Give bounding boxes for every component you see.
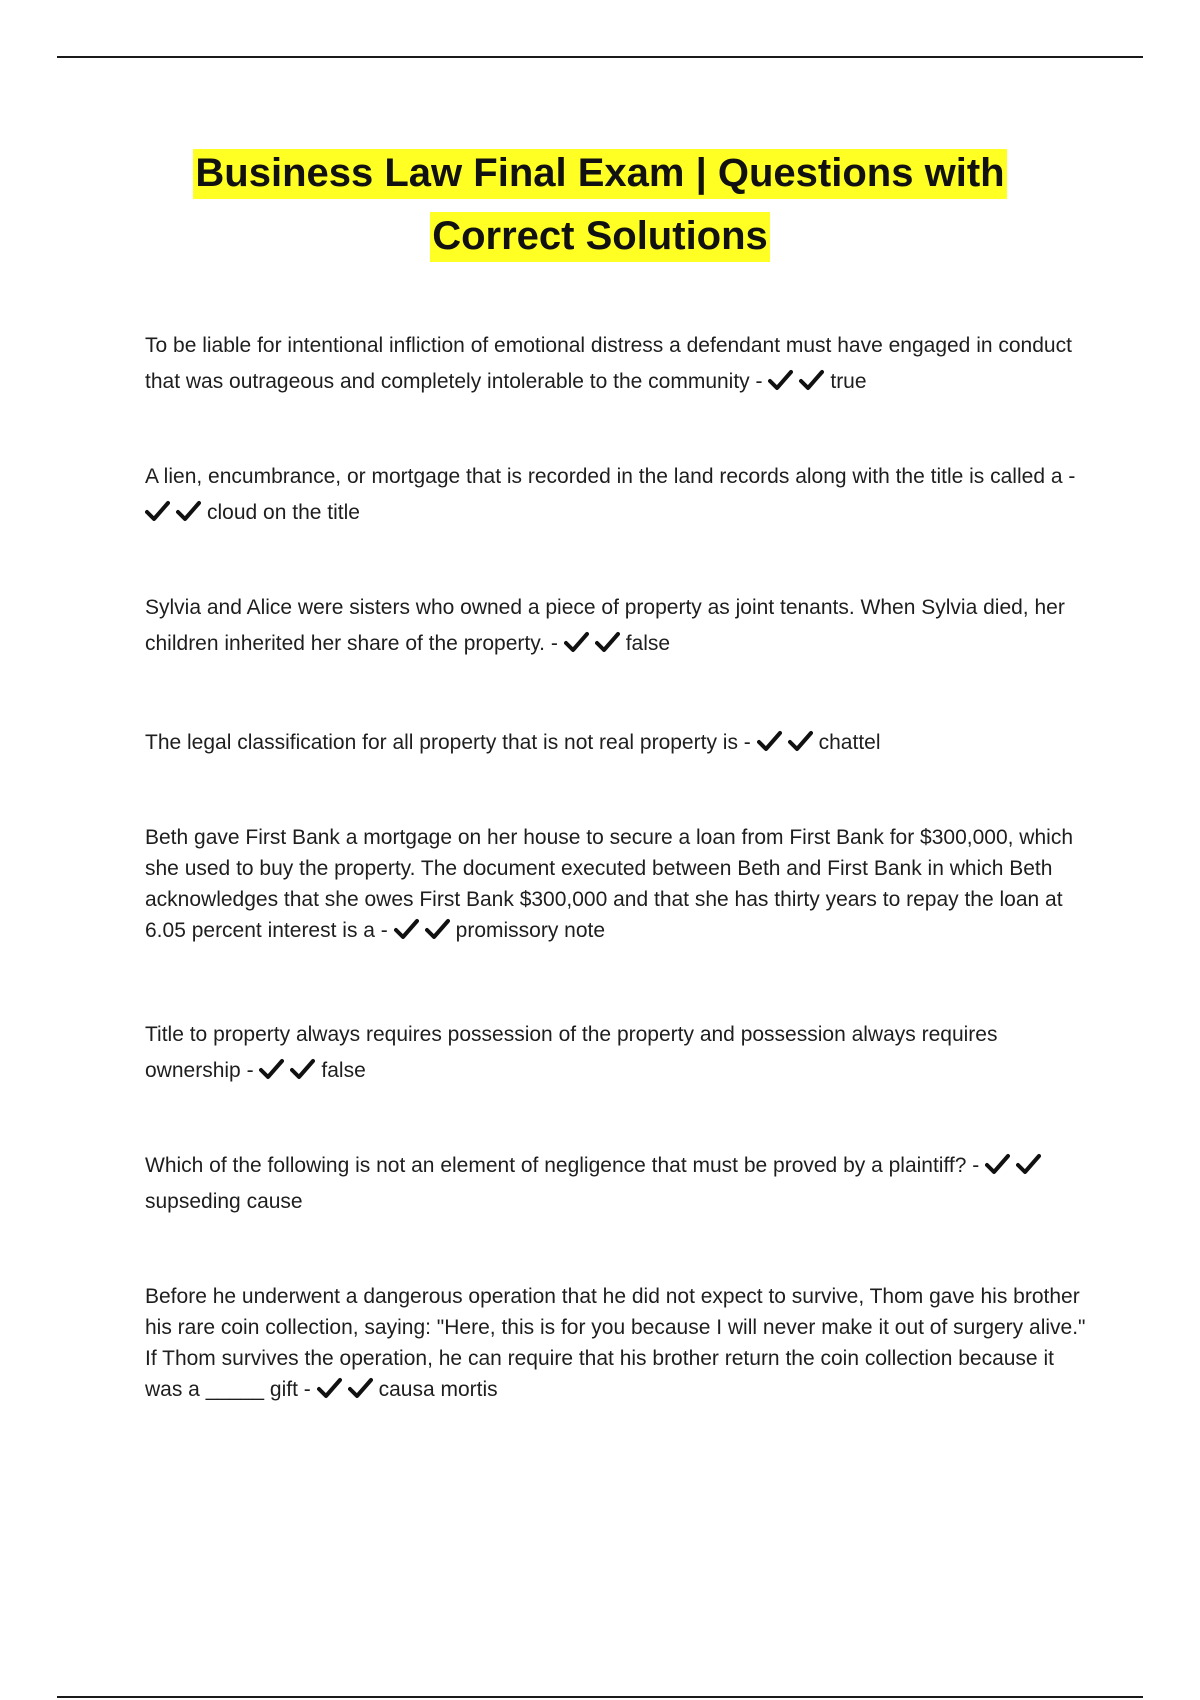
qa-item xyxy=(145,1281,1090,1405)
separator: - xyxy=(737,731,757,754)
question-text: Which of the following is not an element of negligence that must be proved by a plaintiff? xyxy=(145,1154,967,1177)
qa-item xyxy=(145,1017,1090,1089)
question-text: Beth gave First Bank a mortgage on her house to secure a loan from First Bank for $300,000, which she used to buy the property. The document executed between Beth and First Bank in which Beth acknowledges that she owes First Bank $300,000 and that she has thirty years to repay the loan at 6.05 percent interest is a xyxy=(145,826,1073,942)
question-text: Sylvia and Alice were sisters who owned a piece of property as joint tenants. When Sylvia died, her children inherited her share of the property. xyxy=(145,596,1065,655)
qa-item xyxy=(145,822,1090,946)
check-icon xyxy=(317,1377,342,1399)
answer-text: false xyxy=(625,632,671,655)
check-icon xyxy=(176,500,201,522)
document-title xyxy=(100,142,1100,268)
separator: - xyxy=(966,1154,986,1177)
qa-item xyxy=(145,1148,1090,1220)
check-icon xyxy=(1016,1153,1041,1175)
question-text: To be liable for intentional infliction of emotional distress a defendant must have engaged in conduct that was outrageous and completely intolerable to the community xyxy=(145,334,1072,393)
separator: - xyxy=(374,919,394,942)
separator: - xyxy=(749,370,769,393)
qa-item xyxy=(145,459,1090,531)
answer-text: cloud on the title xyxy=(207,501,360,524)
separator: - xyxy=(545,632,564,655)
answer-text: promissory note xyxy=(455,919,606,942)
answer-text: supseding cause xyxy=(145,1190,303,1213)
check-icon xyxy=(788,730,813,752)
top-rule xyxy=(57,56,1143,58)
check-icon xyxy=(348,1377,373,1399)
title-line-2: Correct Solutions xyxy=(430,212,770,262)
check-icon xyxy=(799,369,824,391)
check-icon xyxy=(425,918,450,940)
qa-item xyxy=(145,590,1090,662)
question-text: Title to property always requires possession of the property and possession always requires ownership xyxy=(145,1023,998,1082)
separator: - xyxy=(297,1378,317,1401)
title-line-1: Business Law Final Exam | Questions with xyxy=(193,149,1006,199)
qa-item xyxy=(145,725,1090,761)
check-icon xyxy=(768,369,793,391)
answer-text: causa mortis xyxy=(378,1378,498,1401)
check-icon xyxy=(595,631,620,653)
answer-text: false xyxy=(321,1059,366,1082)
check-icon xyxy=(985,1153,1010,1175)
separator: - xyxy=(240,1059,260,1082)
answer-text: true xyxy=(830,370,867,393)
separator: - xyxy=(1062,465,1076,488)
check-icon xyxy=(394,918,419,940)
check-icon xyxy=(259,1058,284,1080)
answer-text: chattel xyxy=(818,731,881,754)
question-text: The legal classification for all property that is not real property is xyxy=(145,731,738,754)
bottom-rule xyxy=(57,1696,1143,1698)
check-icon xyxy=(564,631,589,653)
check-icon xyxy=(145,500,170,522)
check-icon xyxy=(757,730,782,752)
qa-item xyxy=(145,328,1090,400)
question-text: A lien, encumbrance, or mortgage that is recorded in the land records along with the title is called a xyxy=(145,465,1063,488)
question-text: Before he underwent a dangerous operation that he did not expect to survive, Thom gave his brother his rare coin collection, saying: "Here, this is for you because I will never make it out of surgery alive." If Thom survives the operation, he can require that his brother return the coin collection because it was a _____ gift xyxy=(145,1285,1086,1401)
check-icon xyxy=(290,1058,315,1080)
